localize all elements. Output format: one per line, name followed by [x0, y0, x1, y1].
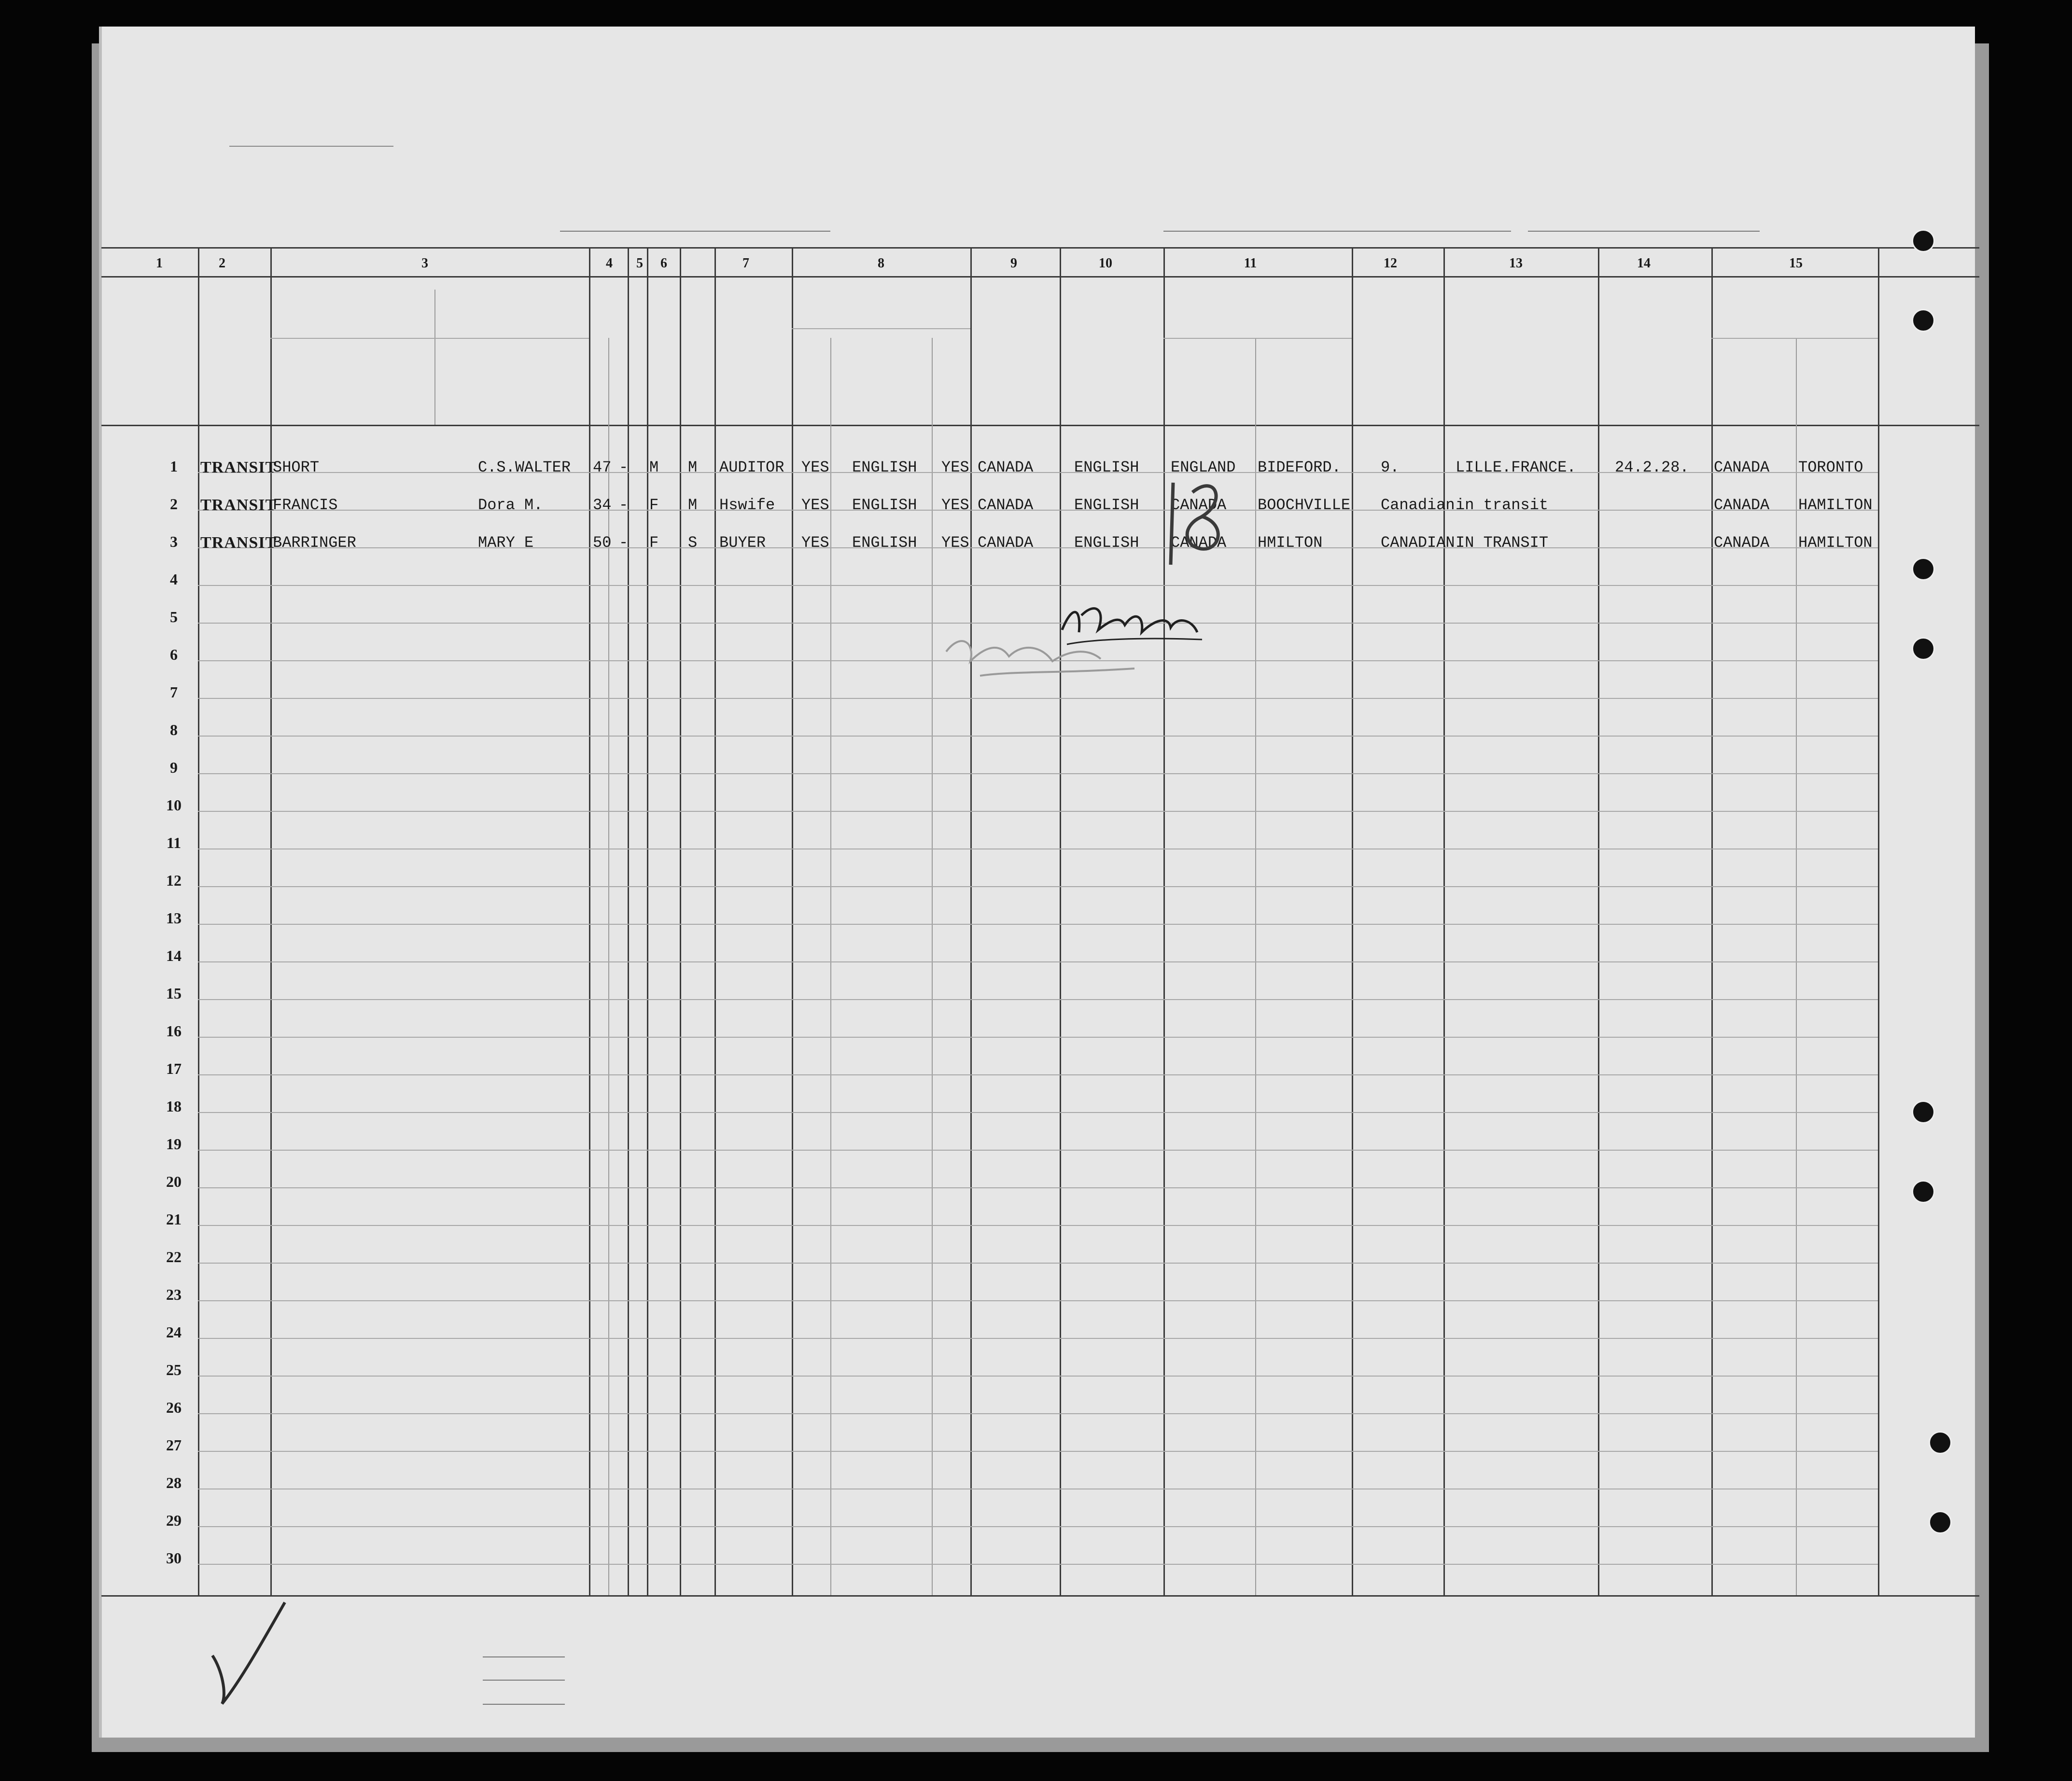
line-number: 7 [170, 683, 178, 701]
cell-mos: - [619, 459, 629, 476]
column-number: 14 [1637, 256, 1651, 271]
column-number: 5 [636, 256, 643, 271]
cell-language: ENGLISH [852, 459, 917, 476]
cell-occupation: BUYER [719, 534, 766, 552]
column-number: 15 [1789, 256, 1803, 271]
column-number: 4 [606, 256, 613, 271]
line-number: 26 [166, 1399, 182, 1416]
binder-hole-6 [1912, 1180, 1935, 1203]
cell-occupation: Hswife [719, 496, 775, 514]
column-number: 13 [1509, 256, 1523, 271]
handwritten-80-mark [1159, 473, 1246, 570]
line-number: 9 [170, 759, 178, 776]
line-number: 27 [166, 1436, 182, 1454]
column-rule [714, 247, 716, 1595]
row-rule [198, 924, 1878, 925]
row-rule [198, 585, 1878, 586]
binder-hole-5 [1912, 1100, 1935, 1124]
cell-birth-country: ENGLAND [1171, 459, 1236, 476]
sub-column-rule [1796, 338, 1797, 1595]
column-number: 12 [1384, 256, 1397, 271]
cell-read: YES [801, 534, 829, 552]
column-number: 2 [219, 256, 225, 271]
cell-read: YES [801, 459, 829, 476]
column-rule [970, 247, 972, 1595]
line-number: 20 [166, 1173, 182, 1190]
column-rule [792, 247, 793, 1595]
cell-age: 50 [593, 534, 612, 552]
line-number: 8 [170, 721, 178, 738]
cell-age: 34 [593, 496, 612, 514]
cell-race: ENGLISH [1074, 496, 1139, 514]
cell-marital: M [688, 459, 698, 476]
cell-marital: S [688, 534, 698, 552]
line-number: 25 [166, 1361, 182, 1378]
column-number: 6 [660, 256, 667, 271]
cell-given: MARY E [478, 534, 534, 552]
row-rule [198, 999, 1878, 1000]
sub-column-rule [932, 338, 933, 1595]
cell-race: ENGLISH [1074, 459, 1139, 476]
date-underline [1528, 231, 1760, 232]
cell-given: Dora M. [478, 496, 543, 514]
row-rule [198, 1564, 1878, 1565]
column-rule [198, 247, 199, 1595]
line-number: 15 [166, 985, 182, 1002]
cell-birth-city: HMILTON [1258, 534, 1323, 552]
line-number: 5 [170, 608, 178, 626]
cell-read: YES [801, 496, 829, 514]
line-number: 4 [170, 570, 178, 588]
cell-marital: M [688, 496, 698, 514]
cell-visa: Canadian [1381, 496, 1455, 514]
column-number: 9 [1010, 256, 1017, 271]
column-rule [1878, 247, 1879, 1595]
footer-us-line [483, 1680, 565, 1681]
cell-occupation: AUDITOR [719, 459, 784, 476]
cell-birth-country: CANADA [1171, 534, 1227, 552]
subheader-rule [270, 338, 589, 339]
column-rule [589, 247, 590, 1595]
column-rule [680, 247, 681, 1595]
binder-hole-8 [1929, 1511, 1952, 1534]
line-number: 13 [166, 909, 182, 927]
sub-column-rule [608, 338, 609, 1595]
cell-write: YES [941, 459, 969, 476]
line-number: 16 [166, 1022, 182, 1040]
line-number: 29 [166, 1512, 182, 1529]
cell-status: TRANSIT [200, 496, 277, 514]
line-number: 23 [166, 1286, 182, 1303]
row-rule [198, 1526, 1878, 1527]
cell-given: C.S.WALTER [478, 459, 571, 476]
line-number: 30 [166, 1549, 182, 1567]
row-rule [198, 1112, 1878, 1113]
row-rule [198, 1074, 1878, 1075]
column-rule [1352, 247, 1353, 1595]
cell-issued: LILLE.FRANCE. [1456, 459, 1576, 476]
column-rule [647, 247, 648, 1595]
cell-birth-city: BOOCHVILLE [1258, 496, 1351, 514]
subheader-rule [792, 328, 970, 329]
cell-visa: CANADIAN [1381, 534, 1455, 552]
line-number: 19 [166, 1135, 182, 1153]
line-number: 17 [166, 1060, 182, 1077]
row-rule [198, 1376, 1878, 1377]
cell-write: YES [941, 534, 969, 552]
column-rule [1163, 247, 1165, 1595]
binder-hole-2 [1912, 309, 1935, 332]
cell-age: 47 [593, 459, 612, 476]
sub-column-rule [1255, 338, 1256, 1595]
cell-sex: M [649, 459, 659, 476]
line-number: 2 [170, 495, 178, 513]
row-rule [198, 510, 1878, 511]
column-rule [1598, 247, 1599, 1595]
row-rule [198, 736, 1878, 737]
row-rule [198, 1300, 1878, 1301]
column-rule [628, 247, 629, 1595]
cell-visa: 9. [1381, 459, 1400, 476]
table-bottom-rule [101, 1595, 1979, 1597]
line-number: 10 [166, 796, 182, 814]
footer-aliens-line [483, 1704, 565, 1705]
sub-column-rule [830, 338, 831, 1595]
column-number: 1 [156, 256, 163, 271]
cell-status: TRANSIT [200, 534, 277, 552]
footer-check-mark [193, 1583, 290, 1713]
cell-nationality: CANADA [978, 496, 1034, 514]
line-number: 14 [166, 947, 182, 964]
manifest-page [99, 27, 1975, 1738]
row-rule [198, 1150, 1878, 1151]
column-number: 3 [421, 256, 428, 271]
cell-mos: - [619, 496, 629, 514]
row-rule [198, 961, 1878, 962]
cell-mos: - [619, 534, 629, 552]
table-top-rule [101, 247, 1979, 249]
cell-res-country: CANADA [1714, 459, 1770, 476]
footer-total-line [483, 1656, 565, 1657]
line-number: 12 [166, 872, 182, 889]
cell-family: FRANCIS [273, 496, 338, 514]
ship-underline [560, 231, 830, 232]
cell-race: ENGLISH [1074, 534, 1139, 552]
row-rule [198, 1037, 1878, 1038]
cell-family: SHORT [273, 459, 320, 476]
column-number: 7 [742, 256, 749, 271]
header-bottom-rule [101, 425, 1979, 426]
row-rule [198, 1225, 1878, 1226]
row-rule [198, 1413, 1878, 1414]
line-number: 1 [170, 458, 178, 475]
row-rule [198, 1451, 1878, 1452]
row-rule [198, 698, 1878, 699]
column-rule [270, 247, 272, 1595]
row-rule [198, 1187, 1878, 1188]
cell-birth-country: CANADA [1171, 496, 1227, 514]
faint-signature [941, 623, 1144, 690]
line-number: 28 [166, 1474, 182, 1491]
row-rule [198, 811, 1878, 812]
cell-family: BARRINGER [273, 534, 356, 552]
line-number: 22 [166, 1248, 182, 1266]
row-rule [198, 1338, 1878, 1339]
cell-write: YES [941, 496, 969, 514]
port-underline [1163, 231, 1511, 232]
cell-res-country: CANADA [1714, 534, 1770, 552]
binder-hole-7 [1929, 1431, 1952, 1454]
cell-res-country: CANADA [1714, 496, 1770, 514]
line-number: 18 [166, 1098, 182, 1115]
cell-res-city: HAMILTON [1798, 534, 1873, 552]
column-rule [1060, 247, 1061, 1595]
cell-nationality: CANADA [978, 459, 1034, 476]
column-number: 8 [878, 256, 884, 271]
cell-nationality: CANADA [978, 534, 1034, 552]
cell-sex: F [649, 534, 659, 552]
colnum-rule [101, 276, 1979, 278]
sub-column-rule [434, 290, 435, 425]
cell-issued: IN TRANSIT [1456, 534, 1549, 552]
line-number: 6 [170, 646, 178, 663]
cell-language: ENGLISH [852, 496, 917, 514]
row-rule [198, 1263, 1878, 1264]
cell-res-city: HAMILTON [1798, 496, 1873, 514]
subheader-rule [1711, 338, 1878, 339]
row-rule [198, 547, 1878, 548]
column-number: 11 [1244, 256, 1257, 271]
subheader-rule [1163, 338, 1352, 339]
binder-hole-1 [1912, 229, 1935, 252]
column-number: 10 [1099, 256, 1112, 271]
cell-sex: F [649, 496, 659, 514]
column-rule [1711, 247, 1713, 1595]
binder-hole-4 [1912, 637, 1935, 660]
row-rule [198, 886, 1878, 887]
list-underline [229, 146, 393, 147]
cell-issued: in transit [1456, 496, 1549, 514]
line-number: 11 [166, 834, 182, 851]
line-number: 24 [166, 1323, 182, 1341]
column-rule [1443, 247, 1445, 1595]
cell-birth-city: BIDEFORD. [1258, 459, 1341, 476]
cell-language: ENGLISH [852, 534, 917, 552]
cell-status: TRANSIT [200, 459, 277, 476]
cell-res-city: TORONTO [1798, 459, 1863, 476]
binder-hole-3 [1912, 557, 1935, 581]
cell-date: 24.2.28. [1615, 459, 1689, 476]
row-rule [198, 773, 1878, 774]
line-number: 21 [166, 1211, 182, 1228]
line-number: 3 [170, 533, 178, 550]
